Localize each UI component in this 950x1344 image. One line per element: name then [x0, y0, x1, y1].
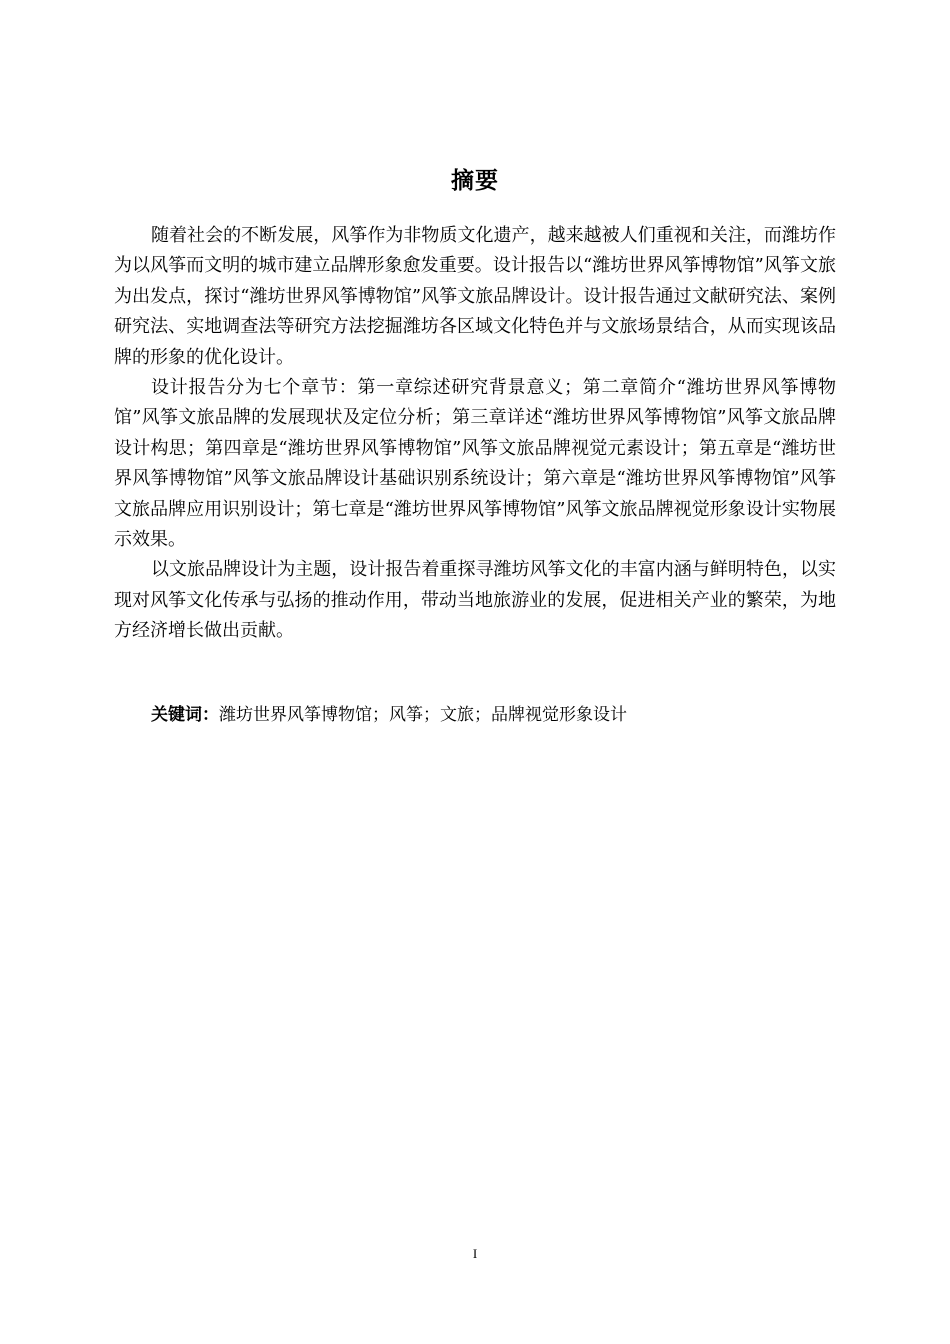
- page-number: I: [472, 1246, 478, 1261]
- abstract-body: [114, 221, 836, 647]
- keywords-text: 潍坊世界风筝博物馆；风筝；文旅；品牌视觉形象设计: [219, 705, 627, 725]
- abstract-paragraph-3: 以文旅品牌设计为主题，设计报告着重探寻潍坊风筝文化的丰富内涵与鲜明特色，以实现对风筝文化传承与弘扬的推动作用，带动当地旅游业的发展，促进相关产业的繁荣，为地方经济增长做出贡献。: [114, 559, 836, 642]
- keywords-label: 关键词：: [151, 705, 219, 725]
- keywords-line: [151, 701, 836, 729]
- abstract-paragraph-1: 随着社会的不断发展，风筝作为非物质文化遗产，越来越被人们重视和关注，而潍坊作为以风筝而文明的城市建立品牌形象愈发重要。设计报告以“潍坊世界风筝博物馆”风筝文旅为出发点，探讨“潍坊世界风筝博物馆”风筝文旅品牌设计。设计报告通过文献研究法、案例研究法、实地调查法等研究方法挖掘潍坊各区域文化特色并与文旅场景结合，从而实现该品牌的形象的优化设计。: [114, 225, 836, 368]
- abstract-paragraph-2: 设计报告分为七个章节：第一章综述研究背景意义；第二章简介“潍坊世界风筝博物馆”风筝文旅品牌的发展现状及定位分析；第三章详述“潍坊世界风筝博物馆”风筝文旅品牌设计构思；第四章是“潍坊世界风筝博物馆”风筝文旅品牌视觉元素设计；第五章是“潍坊世界风筝博物馆”风筝文旅品牌设计基础识别系统设计；第六章是“潍坊世界风筝博物馆”风筝文旅品牌应用识别设计；第七章是“潍坊世界风筝博物馆”风筝文旅品牌视觉形象设计实物展示效果。: [114, 377, 836, 551]
- abstract-title: 摘要: [451, 168, 499, 194]
